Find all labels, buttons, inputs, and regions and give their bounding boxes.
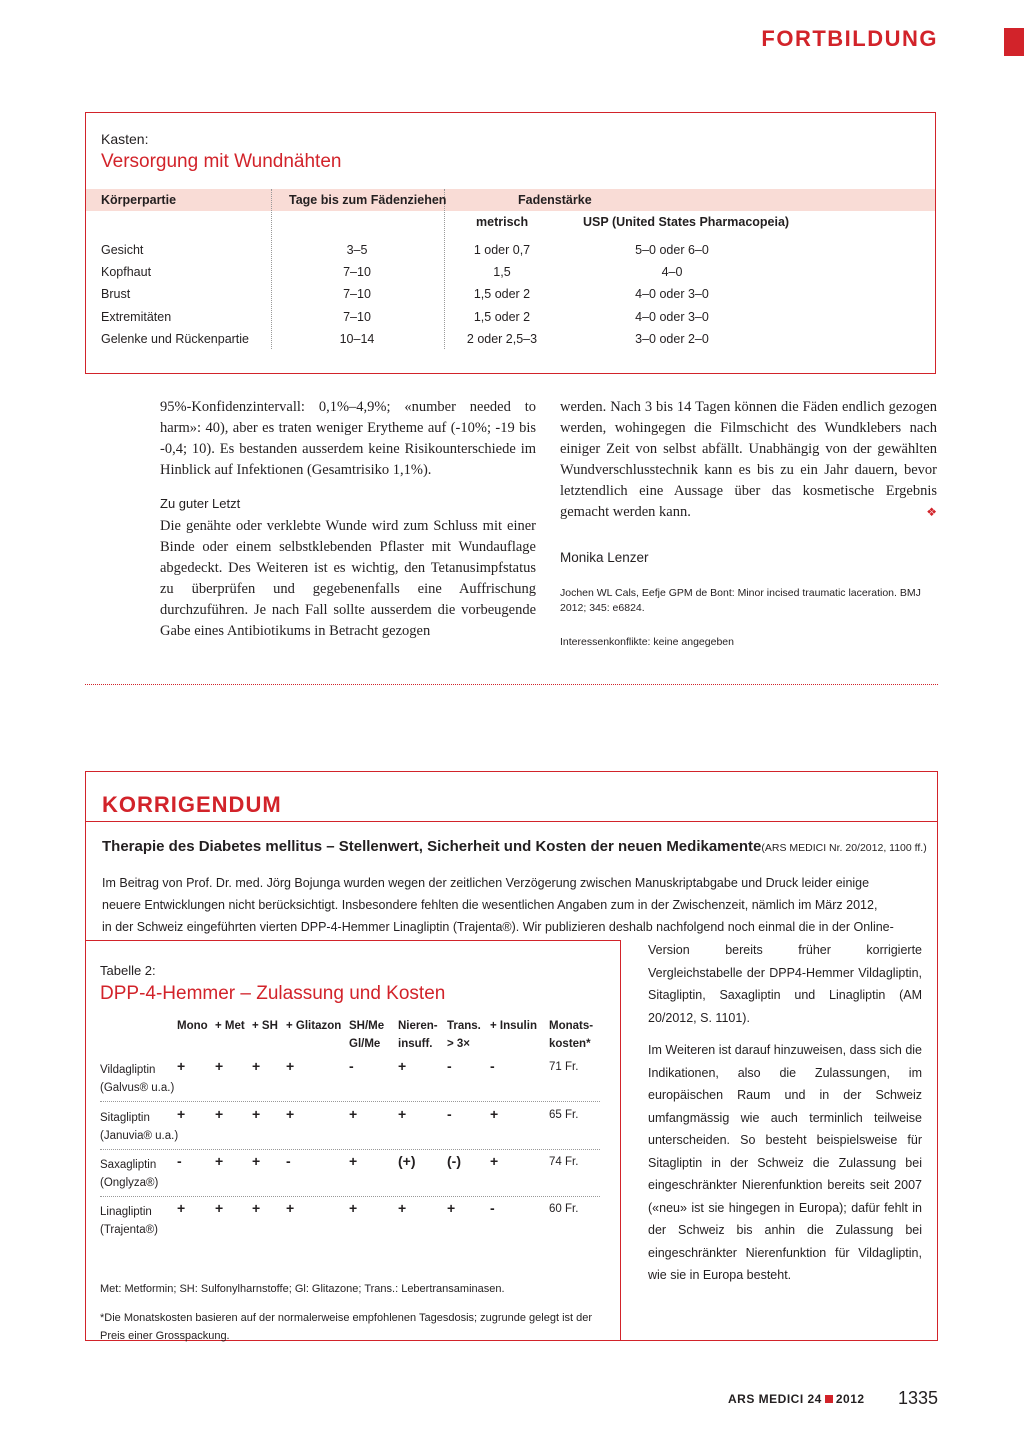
cell-metric: 1,5 oder 2 <box>473 309 531 324</box>
cell-region: Gelenke und Rückenpartie <box>101 331 250 346</box>
cell-days: 7–10 <box>343 309 371 324</box>
approval-mark: + <box>215 1200 224 1216</box>
paragraph: 95%-Konfidenzintervall: 0,1%–4,9%; «number needed to harm»: 40), aber es traten weniger Erytheme auf (-10%; -19 bis -0,4; 10). Es bestanden ausserdem keine Risikounterschiede im Hinblick auf Infektionen (Gesamtrisiko 1,1%). <box>160 399 536 478</box>
approval-mark: + <box>177 1200 186 1216</box>
table-label: Tabelle 2: <box>100 963 156 978</box>
approval-mark: + <box>398 1106 407 1122</box>
section-divider <box>85 684 938 685</box>
drug-name: Saxagliptin <box>100 1159 157 1171</box>
reference: Jochen WL Cals, Eefje GPM de Bont: Minor incised traumatic laceration. BMJ 2012; 345: e6824. <box>560 587 921 614</box>
approval-mark: - <box>349 1058 354 1074</box>
paragraph: Version bereits früher korrigierte Vergleichstabelle der DPP4-Hemmer Vildagliptin, Sitagliptin, Saxagliptin und Linagliptin (AM 20/2012, S. 1101). <box>648 943 922 1025</box>
intro-line: Im Beitrag von Prof. Dr. med. Jörg Bojunga wurden wegen der zeitlichen Verzögerung zwischen Manuskriptabgabe und Druck leider einige <box>102 876 870 890</box>
drug-brand: (Galvus® u.a.) <box>100 1082 175 1094</box>
cell-region: Kopfhaut <box>101 265 152 280</box>
approval-mark: - <box>447 1058 452 1074</box>
paragraph <box>560 397 937 523</box>
cell-usp: 4–0 <box>661 265 683 280</box>
korrigendum-right-column <box>648 939 922 1297</box>
approval-mark: + <box>177 1106 186 1122</box>
journal-footer <box>728 1392 865 1406</box>
approval-mark: - <box>490 1200 495 1216</box>
cell-usp: 4–0 oder 3–0 <box>635 309 709 324</box>
korrigendum-box <box>85 771 938 1341</box>
paragraph: Die genähte oder verklebte Wunde wird zum Schluss mit einer Binde oder einem selbstklebenden Pflaster mit Wundauflage abgedeckt. Des Weiteren ist es wichtig, den Tetanusimpfstatus zu überprüfen und gegebenenfalls eine Auffrischung durchzuführen. Je nach Fall sollte ausserdem die vorbeugende Gabe eines Antibiotikums in Betracht gezogen <box>160 518 536 639</box>
drug-name: Sitagliptin <box>100 1112 150 1124</box>
table-header-cell: Monats- kosten* <box>549 1020 594 1050</box>
page-number: 1335 <box>898 1388 939 1408</box>
monthly-cost: 60 Fr. <box>549 1203 579 1215</box>
table-header-cell: + SH <box>252 1020 278 1032</box>
table-title: DPP-4-Hemmer – Zulassung und Kosten <box>100 983 446 1004</box>
header-region: Körperpartie <box>101 193 177 207</box>
separator-square <box>825 1395 833 1403</box>
table-header-cell: SH/Me Gl/Me <box>349 1020 385 1050</box>
approval-mark: - <box>177 1153 182 1169</box>
cell-usp: 3–0 oder 2–0 <box>635 331 709 346</box>
drug-name: Vildagliptin <box>100 1064 156 1076</box>
cell-region: Gesicht <box>101 243 144 257</box>
approval-mark: + <box>349 1153 358 1169</box>
approval-mark: + <box>349 1200 358 1216</box>
approval-mark: - <box>447 1106 452 1122</box>
box-label: Kasten: <box>101 131 149 147</box>
section-title: FORTBILDUNG <box>761 26 938 51</box>
monthly-cost: 74 Fr. <box>549 1156 579 1168</box>
drug-brand: (Januvia® u.a.) <box>100 1130 179 1142</box>
korrigendum-title: KORRIGENDUM <box>102 792 282 817</box>
intro-line: neuere Entwicklungen nicht berücksichtigt. Insbesondere fehlten die wesentlichen Angaben zum in der Zwischenzeit, nämlich im März 2012, <box>102 898 878 912</box>
paragraph: Im Weiteren ist darauf hinzuweisen, dass sich die Indikationen, also die Zulassungen, im europäischen Raum und in der Schweiz umfangmässig wie auch terminlich teilweise unterscheiden. So besteht beispielsweise für Sitagliptin in der Schweiz die Zulassung bei eingeschränkter Nierenfunktion bereits seit 2007 («neu» ist sie hingegen in Europa); dafür fehlt in der Schweiz bis anhin die Zulassung bei eingeschränkter Nierenfunktion für Vildagliptin, wie sie in Europa besteht. <box>648 1043 922 1282</box>
cell-region: Extremitäten <box>101 309 172 324</box>
paragraph-text: werden. Nach 3 bis 14 Tagen können die Fäden endlich gezogen werden, wohingegen die Filmschicht des Wundklebers nach einiger Zeit von selbst abfällt. Unabhängig von der gewählten Wundverschlusstechnik kann es bis zu ein Jahr dauern, bevor letztendlich eine Aussage über das kosmetische Ergebnis gemacht werden kann. <box>560 399 937 520</box>
table-header-cell: + Insulin <box>490 1020 537 1032</box>
header-metric: metrisch <box>476 215 529 229</box>
approval-mark: + <box>215 1106 224 1122</box>
approval-mark: + <box>252 1200 261 1216</box>
korrigendum-subtitle <box>102 838 927 855</box>
drug-name: Linagliptin <box>100 1206 152 1218</box>
article-column-left <box>160 397 536 642</box>
title-rule <box>86 821 937 822</box>
row-separator <box>100 1101 600 1102</box>
box-title: Versorgung mit Wundnähten <box>101 151 342 172</box>
approval-mark: + <box>490 1153 499 1169</box>
table2-box <box>86 940 621 1341</box>
approval-mark: + <box>286 1106 295 1122</box>
article-column-right <box>560 397 937 653</box>
table-header-band <box>86 189 935 211</box>
cell-usp: 5–0 oder 6–0 <box>635 243 709 257</box>
approval-mark: + <box>252 1058 261 1074</box>
approval-mark: + <box>349 1106 358 1122</box>
cell-days: 3–5 <box>346 243 368 257</box>
column-divider <box>271 189 272 349</box>
end-mark-icon: ❖ <box>926 505 937 519</box>
approval-mark: + <box>215 1153 224 1169</box>
intro-line: in der Schweiz eingeführten vierten DPP-4-Hemmer Linagliptin (Trajenta®). Wir publizieren deshalb nachfolgend noch einmal die in der Online- <box>102 920 894 934</box>
approval-mark: + <box>252 1153 261 1169</box>
cell-metric: 1,5 <box>493 265 511 280</box>
journal-name: ARS MEDICI 24 <box>728 1392 822 1406</box>
header-strength: Fadenstärke <box>518 193 592 207</box>
cell-region: Brust <box>101 287 131 302</box>
approval-mark: + <box>398 1058 407 1074</box>
row-separator <box>100 1196 600 1197</box>
approval-mark: + <box>286 1200 295 1216</box>
monthly-cost: 65 Fr. <box>549 1109 579 1121</box>
drug-brand: (Onglyza®) <box>100 1177 159 1189</box>
approval-mark: (+) <box>398 1153 416 1169</box>
approval-mark: - <box>286 1153 291 1169</box>
approval-mark: - <box>490 1058 495 1074</box>
table-header-cell: Nieren- insuff. <box>398 1020 438 1050</box>
conflict-of-interest: Interessenkonflikte: keine angegeben <box>560 636 734 648</box>
table-header-cell: Trans. > 3× <box>447 1020 481 1050</box>
cell-usp: 4–0 oder 3–0 <box>635 287 709 302</box>
table-header-cell: Mono <box>177 1020 208 1032</box>
header-usp: USP (United States Pharmacopeia) <box>583 215 790 229</box>
info-box-wound-sutures <box>85 112 936 374</box>
approval-mark: (-) <box>447 1153 461 1169</box>
approval-mark: + <box>177 1058 186 1074</box>
row-separator <box>100 1149 600 1150</box>
subheading: Zu guter Letzt <box>160 496 241 511</box>
section-marker <box>1004 28 1024 56</box>
subtitle-text: Therapie des Diabetes mellitus – Stellenwert, Sicherheit und Kosten der neuen Medikamente <box>102 838 762 855</box>
table-footnote: *Die Monatskosten basieren auf der normalerweise empfohlenen Tagesdosis; zugrunde gelegt ist der Preis einer Grosspackung. <box>100 1312 593 1342</box>
cell-metric: 1 oder 0,7 <box>473 243 531 257</box>
approval-mark: + <box>490 1106 499 1122</box>
approval-mark: + <box>215 1058 224 1074</box>
approval-mark: + <box>252 1106 261 1122</box>
table-header-cell: + Met <box>215 1020 245 1032</box>
cell-days: 7–10 <box>343 287 371 302</box>
monthly-cost: 71 Fr. <box>549 1061 579 1073</box>
subtitle-reference: (ARS MEDICI Nr. 20/2012, 1100 ff.) <box>761 842 927 854</box>
author: Monika Lenzer <box>560 550 649 565</box>
header-days: Tage bis zum Fädenziehen <box>289 193 447 207</box>
table-footnote: Met: Metformin; SH: Sulfonylharnstoffe; Gl: Glitazone; Trans.: Lebertransaminasen. <box>100 1283 505 1295</box>
approval-mark: + <box>447 1200 456 1216</box>
cell-days: 7–10 <box>343 265 371 280</box>
cell-days: 10–14 <box>339 331 375 346</box>
korrigendum-intro <box>102 872 922 938</box>
table-header-cell: + Glitazon <box>286 1020 342 1032</box>
approval-mark: + <box>398 1200 407 1216</box>
cell-metric: 2 oder 2,5–3 <box>466 331 538 346</box>
drug-brand: (Trajenta®) <box>100 1224 158 1236</box>
cell-metric: 1,5 oder 2 <box>473 287 531 302</box>
approval-mark: + <box>286 1058 295 1074</box>
journal-year: 2012 <box>835 1392 865 1406</box>
